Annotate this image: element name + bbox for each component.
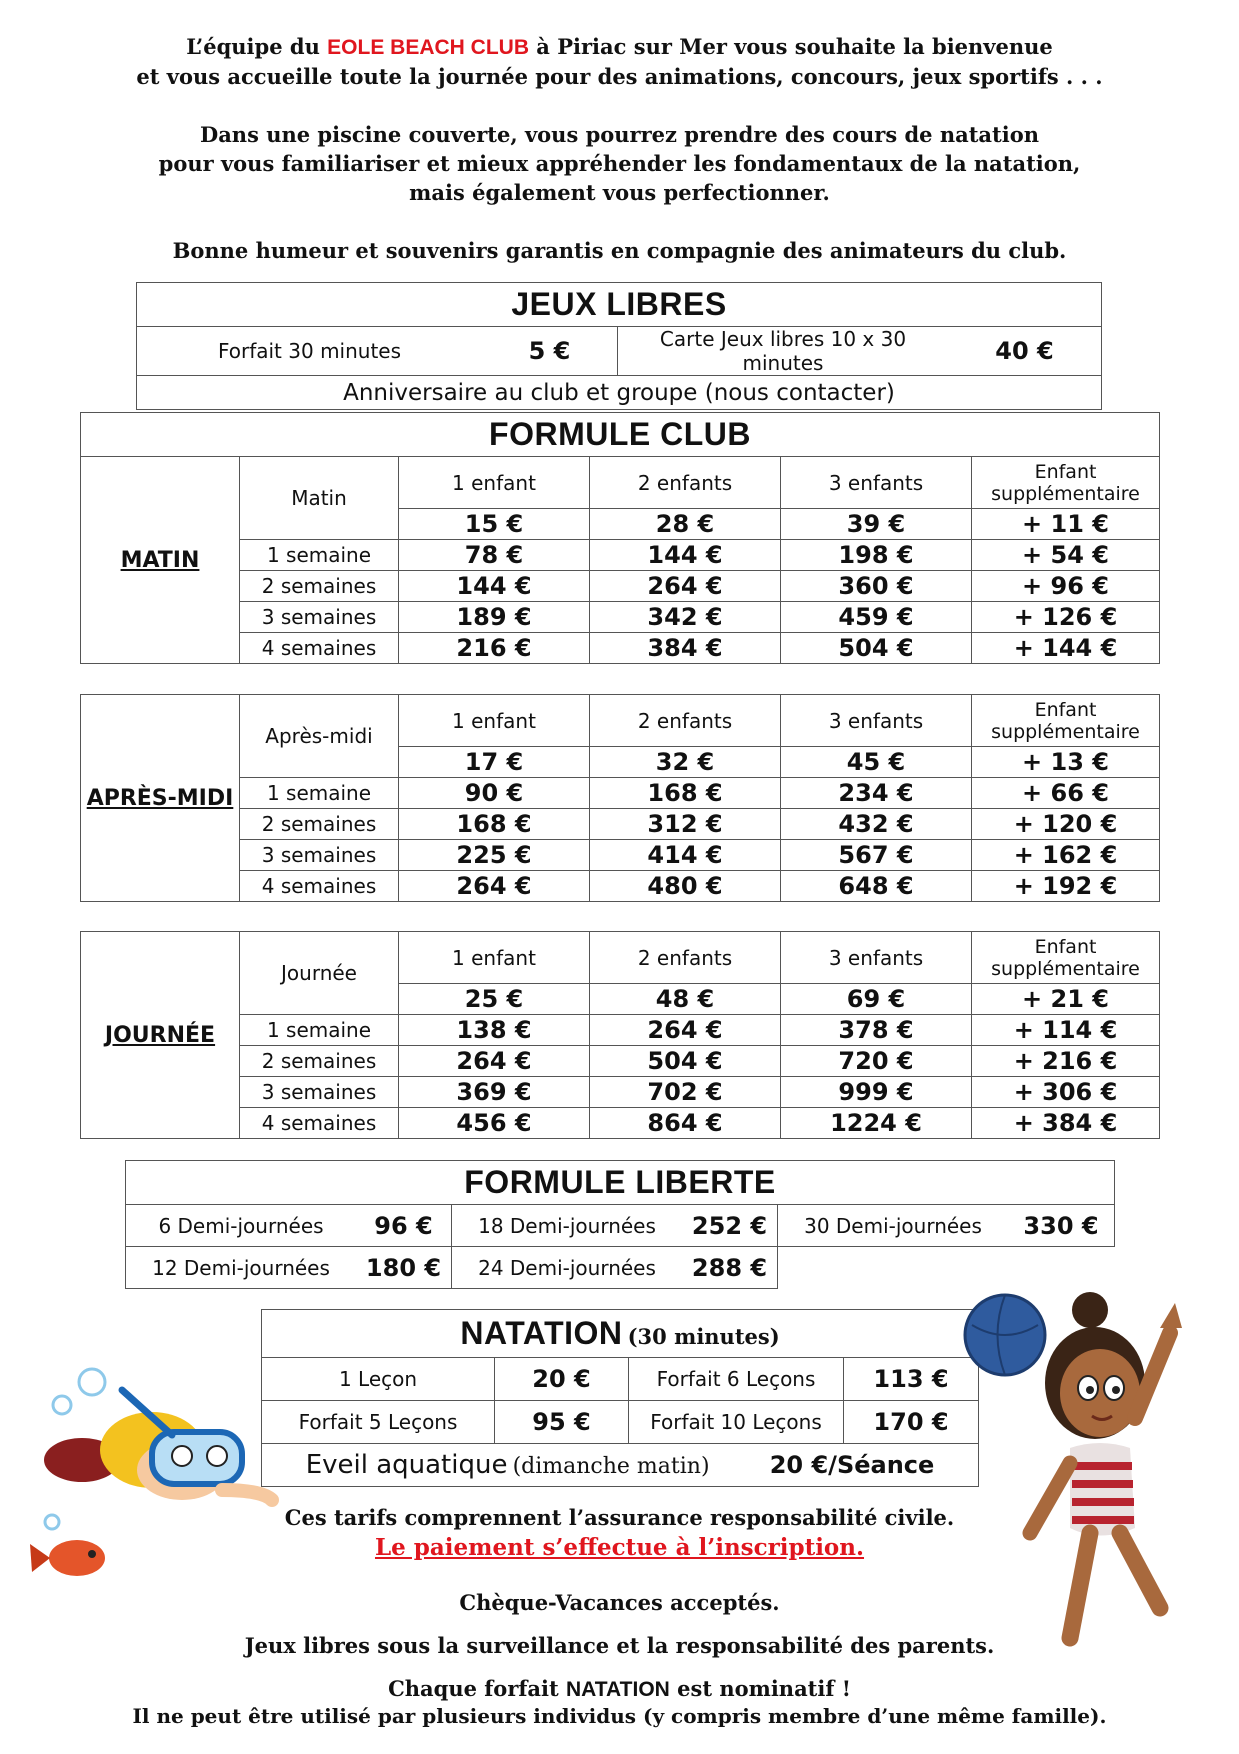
- apm-cell: 312 €: [590, 809, 781, 840]
- matin-cell: 459 €: [781, 602, 972, 633]
- apm-row-label: 4 semaines: [240, 871, 399, 902]
- matin-row-label: 2 semaines: [240, 571, 399, 602]
- eveil-note: (dimanche matin): [512, 1454, 710, 1479]
- journee-cell: + 384 €: [972, 1108, 1160, 1139]
- journee-row-label: 1 semaine: [240, 1015, 399, 1046]
- formule-liberte-title: FORMULE LIBERTE: [126, 1161, 1115, 1205]
- journee-cell: + 114 €: [972, 1015, 1160, 1046]
- journee-cell: 369 €: [399, 1077, 590, 1108]
- journee-row-label: 3 semaines: [240, 1077, 399, 1108]
- apm-cell: 45 €: [781, 747, 972, 778]
- apm-cell: 264 €: [399, 871, 590, 902]
- matin-cell: 342 €: [590, 602, 781, 633]
- matin-row-label: 3 semaines: [240, 602, 399, 633]
- outro-line-5-pre: Chaque forfait: [388, 1676, 567, 1701]
- forfait-6-price: 113 €: [844, 1358, 979, 1401]
- liberte-price: 96 €: [356, 1205, 452, 1247]
- journee-cell: 264 €: [399, 1046, 590, 1077]
- forfait-10-label: Forfait 10 Leçons: [629, 1401, 844, 1444]
- intro-line-4: pour vous familiariser et mieux appréhender les fondamentaux de la natation,: [158, 151, 1081, 176]
- liberte-price: 288 €: [682, 1247, 778, 1289]
- liberte-label: 24 Demi-journées: [452, 1247, 683, 1289]
- outro-line-5: [0, 1676, 1239, 1702]
- journee-cell: 864 €: [590, 1108, 781, 1139]
- matin-cell: 144 €: [590, 540, 781, 571]
- period-journee: Journée: [240, 932, 399, 1015]
- matin-cell: 198 €: [781, 540, 972, 571]
- forfait-6-label: Forfait 6 Leçons: [629, 1358, 844, 1401]
- journee-row-label: 2 semaines: [240, 1046, 399, 1077]
- journee-cell: 456 €: [399, 1108, 590, 1139]
- formule-club-apresmidi-table: [80, 694, 1160, 902]
- liberte-price: 330 €: [1008, 1205, 1115, 1247]
- journee-row-label: 4 semaines: [240, 1108, 399, 1139]
- intro-line-1-post: à Piriac sur Mer vous souhaite la bienvenue: [529, 34, 1053, 59]
- natation-title: NATATION: [460, 1315, 623, 1351]
- forfait-30-label: Forfait 30 minutes: [137, 327, 483, 376]
- liberte-price: 180 €: [356, 1247, 452, 1289]
- outro-natation-word: NATATION: [566, 1678, 670, 1701]
- liberte-label: 18 Demi-journées: [452, 1205, 683, 1247]
- liberte-empty: [778, 1247, 1115, 1289]
- formule-club-matin-table: [80, 412, 1160, 664]
- matin-cell: 264 €: [590, 571, 781, 602]
- journee-cell: 1224 €: [781, 1108, 972, 1139]
- apm-row-label: 2 semaines: [240, 809, 399, 840]
- anniversaire-note: Anniversaire au club et groupe (nous contacter): [137, 376, 1102, 410]
- journee-cell: 25 €: [399, 984, 590, 1015]
- matin-cell: 78 €: [399, 540, 590, 571]
- section-journee: JOURNÉE: [81, 932, 240, 1139]
- apm-cell: 225 €: [399, 840, 590, 871]
- outro-line-3: Chèque-Vacances acceptés.: [459, 1590, 780, 1615]
- apm-cell: 648 €: [781, 871, 972, 902]
- formule-liberte-table: [125, 1160, 1115, 1289]
- lecon-label: 1 Leçon: [262, 1358, 495, 1401]
- header-1-enfant: 1 enfant: [399, 457, 590, 509]
- journee-cell: 69 €: [781, 984, 972, 1015]
- matin-cell: 384 €: [590, 633, 781, 664]
- matin-cell: + 126 €: [972, 602, 1160, 633]
- section-apres-midi: APRÈS-MIDI: [81, 695, 240, 902]
- apm-cell: + 162 €: [972, 840, 1160, 871]
- journee-cell: + 216 €: [972, 1046, 1160, 1077]
- apm-cell: 567 €: [781, 840, 972, 871]
- snorkel-boy-illustration: [22, 1360, 282, 1510]
- apm-cell: + 192 €: [972, 871, 1160, 902]
- header-3-enfants: 3 enfants: [781, 457, 972, 509]
- journee-cell: 48 €: [590, 984, 781, 1015]
- carte-jeux-label: Carte Jeux libres 10 x 30 minutes: [618, 327, 949, 376]
- matin-jour-3: 39 €: [781, 509, 972, 540]
- liberte-label: 6 Demi-journées: [126, 1205, 357, 1247]
- forfait-5-price: 95 €: [495, 1401, 629, 1444]
- matin-jour-1: 15 €: [399, 509, 590, 540]
- eveil-price: 20 €/Séance: [769, 1451, 935, 1479]
- apm-row-label: 1 semaine: [240, 778, 399, 809]
- journee-cell: 702 €: [590, 1077, 781, 1108]
- club-name: EOLE BEACH CLUB: [327, 36, 529, 59]
- journee-cell: 504 €: [590, 1046, 781, 1077]
- intro-line-1: [0, 32, 1239, 62]
- lecon-price: 20 €: [495, 1358, 629, 1401]
- forfait-10-price: 170 €: [844, 1401, 979, 1444]
- header-3-enfants: 3 enfants: [781, 695, 972, 747]
- jeux-libres-table: [136, 282, 1102, 410]
- liberte-price: 252 €: [682, 1205, 778, 1247]
- header-2-enfants: 2 enfants: [590, 457, 781, 509]
- header-2-enfants: 2 enfants: [590, 695, 781, 747]
- apm-cell: 234 €: [781, 778, 972, 809]
- formule-club-journee-table: [80, 931, 1160, 1139]
- header-3-enfants: 3 enfants: [781, 932, 972, 984]
- journee-cell: + 21 €: [972, 984, 1160, 1015]
- apm-cell: 432 €: [781, 809, 972, 840]
- apm-cell: 168 €: [399, 809, 590, 840]
- natation-title-cell: [262, 1310, 979, 1358]
- matin-cell: + 54 €: [972, 540, 1160, 571]
- payment-notice: Le paiement s’effectue à l’inscription.: [374, 1534, 865, 1561]
- natation-table: [261, 1309, 979, 1487]
- intro-line-6: Bonne humeur et souvenirs garantis en compagnie des animateurs du club.: [172, 238, 1067, 263]
- header-enfant-supp: Enfant supplémentaire: [972, 695, 1160, 747]
- intro-line-5: mais également vous perfectionner.: [409, 180, 830, 205]
- apm-cell: 17 €: [399, 747, 590, 778]
- matin-row-label: 1 semaine: [240, 540, 399, 571]
- header-enfant-supp: Enfant supplémentaire: [972, 932, 1160, 984]
- apm-row-label: 3 semaines: [240, 840, 399, 871]
- apm-cell: 32 €: [590, 747, 781, 778]
- header-enfant-supp: Enfant supplémentaire: [972, 457, 1160, 509]
- matin-cell: + 96 €: [972, 571, 1160, 602]
- matin-cell: + 144 €: [972, 633, 1160, 664]
- intro-line-3: Dans une piscine couverte, vous pourrez prendre des cours de natation: [199, 122, 1039, 147]
- apm-cell: 90 €: [399, 778, 590, 809]
- matin-cell: 360 €: [781, 571, 972, 602]
- journee-cell: 378 €: [781, 1015, 972, 1046]
- header-1-enfant: 1 enfant: [399, 695, 590, 747]
- period-apres-midi: Après-midi: [240, 695, 399, 778]
- apm-cell: 480 €: [590, 871, 781, 902]
- outro-line-6: Il ne peut être utilisé par plusieurs individus (y compris membre d’une même famille).: [132, 1704, 1107, 1728]
- jeux-libres-title: JEUX LIBRES: [137, 283, 1102, 327]
- intro-line-2: et vous accueille toute la journée pour des animations, concours, jeux sportifs . . .: [136, 64, 1103, 89]
- matin-cell: 144 €: [399, 571, 590, 602]
- eveil-label: Eveil aquatique: [305, 1450, 508, 1480]
- intro-block: [0, 32, 1239, 265]
- matin-cell: 189 €: [399, 602, 590, 633]
- journee-cell: 720 €: [781, 1046, 972, 1077]
- apm-cell: + 13 €: [972, 747, 1160, 778]
- journee-cell: 999 €: [781, 1077, 972, 1108]
- journee-cell: 264 €: [590, 1015, 781, 1046]
- matin-row-label: 4 semaines: [240, 633, 399, 664]
- forfait-30-price: 5 €: [482, 327, 618, 376]
- header-2-enfants: 2 enfants: [590, 932, 781, 984]
- forfait-5-label: Forfait 5 Leçons: [262, 1401, 495, 1444]
- apm-cell: 168 €: [590, 778, 781, 809]
- matin-cell: 216 €: [399, 633, 590, 664]
- outro-line-5-post: est nominatif !: [669, 1676, 851, 1701]
- journee-cell: + 306 €: [972, 1077, 1160, 1108]
- matin-cell: 504 €: [781, 633, 972, 664]
- header-1-enfant: 1 enfant: [399, 932, 590, 984]
- liberte-label: 12 Demi-journées: [126, 1247, 357, 1289]
- intro-line-1-pre: L’équipe du: [186, 34, 328, 59]
- section-matin: MATIN: [81, 457, 240, 664]
- liberte-label: 30 Demi-journées: [778, 1205, 1009, 1247]
- natation-subtitle: (30 minutes): [627, 1324, 780, 1349]
- apm-cell: + 66 €: [972, 778, 1160, 809]
- carte-jeux-price: 40 €: [948, 327, 1102, 376]
- formule-club-title: FORMULE CLUB: [81, 413, 1160, 457]
- apm-cell: 414 €: [590, 840, 781, 871]
- outro-payment: [0, 1534, 1239, 1561]
- matin-jour-supp: + 11 €: [972, 509, 1160, 540]
- journee-cell: 138 €: [399, 1015, 590, 1046]
- outro-line-1: Ces tarifs comprennent l’assurance responsabilité civile.: [284, 1505, 955, 1530]
- period-matin: Matin: [240, 457, 399, 540]
- matin-jour-2: 28 €: [590, 509, 781, 540]
- eveil-row: [262, 1444, 979, 1487]
- apm-cell: + 120 €: [972, 809, 1160, 840]
- outro-line-4: Jeux libres sous la surveillance et la responsabilité des parents.: [244, 1633, 995, 1658]
